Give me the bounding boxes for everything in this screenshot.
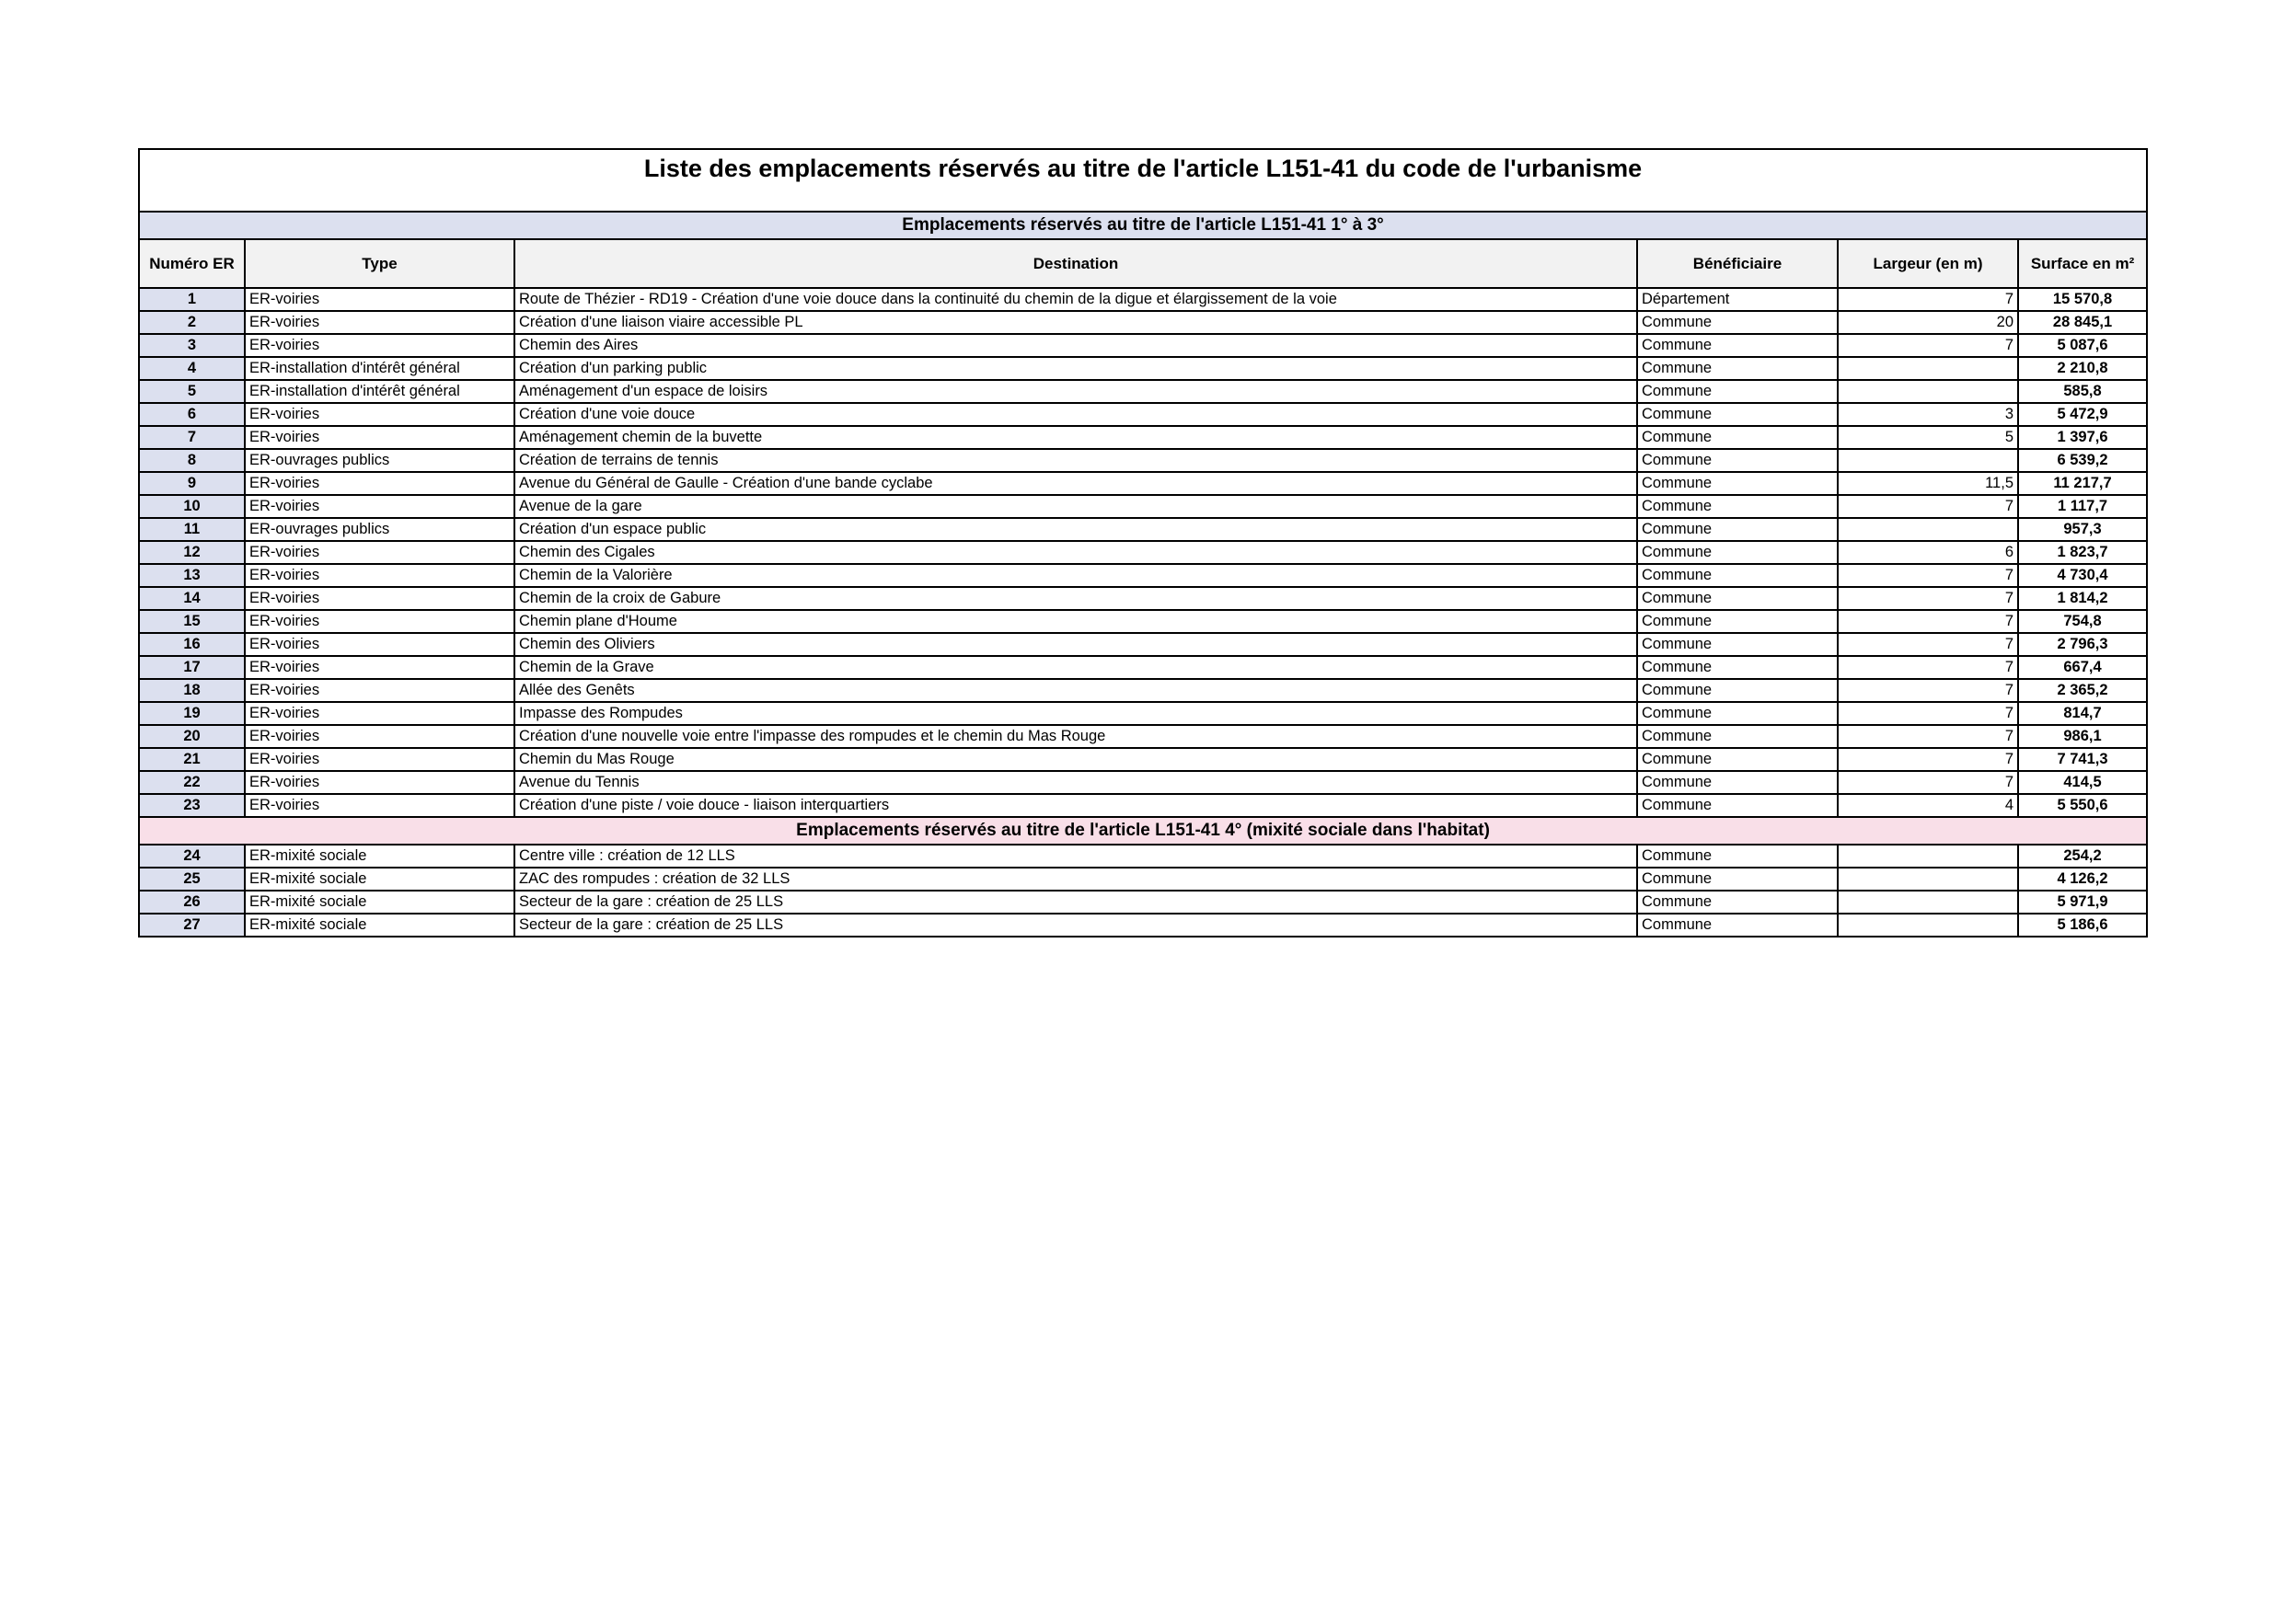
cell-beneficiaire: Commune xyxy=(1637,311,1838,334)
cell-type: ER-voiries xyxy=(245,702,514,725)
column-header-surface: Surface en m² xyxy=(2018,239,2147,288)
table-row xyxy=(139,794,2147,817)
table-row xyxy=(139,845,2147,868)
cell-destination: Création d'une nouvelle voie entre l'impasse des rompudes et le chemin du Mas Rouge xyxy=(514,725,1637,748)
cell-type: ER-mixité sociale xyxy=(245,868,514,891)
cell-numero: 26 xyxy=(139,891,245,914)
cell-beneficiaire: Commune xyxy=(1637,914,1838,937)
cell-beneficiaire: Commune xyxy=(1637,587,1838,610)
cell-numero: 8 xyxy=(139,449,245,472)
cell-beneficiaire: Commune xyxy=(1637,610,1838,633)
table-row xyxy=(139,541,2147,564)
cell-numero: 3 xyxy=(139,334,245,357)
table-row xyxy=(139,311,2147,334)
column-header-beneficiaire: Bénéficiaire xyxy=(1637,239,1838,288)
cell-surface: 585,8 xyxy=(2018,380,2147,403)
column-header-numero: Numéro ER xyxy=(139,239,245,288)
cell-beneficiaire: Commune xyxy=(1637,495,1838,518)
table-title-row xyxy=(139,149,2147,212)
cell-surface: 754,8 xyxy=(2018,610,2147,633)
cell-destination: Aménagement d'un espace de loisirs xyxy=(514,380,1637,403)
cell-numero: 24 xyxy=(139,845,245,868)
table-row xyxy=(139,702,2147,725)
cell-beneficiaire: Commune xyxy=(1637,564,1838,587)
cell-numero: 23 xyxy=(139,794,245,817)
cell-numero: 27 xyxy=(139,914,245,937)
cell-surface: 5 472,9 xyxy=(2018,403,2147,426)
cell-beneficiaire: Commune xyxy=(1637,449,1838,472)
cell-type: ER-voiries xyxy=(245,426,514,449)
cell-numero: 1 xyxy=(139,288,245,311)
cell-numero: 12 xyxy=(139,541,245,564)
cell-beneficiaire: Commune xyxy=(1637,656,1838,679)
cell-type: ER-voiries xyxy=(245,288,514,311)
cell-type: ER-voiries xyxy=(245,472,514,495)
cell-surface: 4 126,2 xyxy=(2018,868,2147,891)
cell-destination: Chemin de la Valorière xyxy=(514,564,1637,587)
cell-surface: 5 087,6 xyxy=(2018,334,2147,357)
cell-largeur xyxy=(1838,891,2018,914)
cell-numero: 18 xyxy=(139,679,245,702)
column-header-type: Type xyxy=(245,239,514,288)
cell-destination: Secteur de la gare : création de 25 LLS xyxy=(514,891,1637,914)
cell-largeur: 20 xyxy=(1838,311,2018,334)
cell-numero: 16 xyxy=(139,633,245,656)
cell-destination: Aménagement chemin de la buvette xyxy=(514,426,1637,449)
cell-surface: 1 117,7 xyxy=(2018,495,2147,518)
table-row xyxy=(139,868,2147,891)
table-row xyxy=(139,449,2147,472)
table-row xyxy=(139,587,2147,610)
cell-numero: 14 xyxy=(139,587,245,610)
cell-destination: Création de terrains de tennis xyxy=(514,449,1637,472)
cell-largeur: 7 xyxy=(1838,725,2018,748)
cell-largeur: 5 xyxy=(1838,426,2018,449)
cell-surface: 4 730,4 xyxy=(2018,564,2147,587)
cell-largeur: 7 xyxy=(1838,288,2018,311)
cell-type: ER-voiries xyxy=(245,311,514,334)
cell-surface: 6 539,2 xyxy=(2018,449,2147,472)
cell-largeur: 4 xyxy=(1838,794,2018,817)
cell-beneficiaire: Département xyxy=(1637,288,1838,311)
cell-destination: Chemin plane d'Houme xyxy=(514,610,1637,633)
column-header-largeur: Largeur (en m) xyxy=(1838,239,2018,288)
cell-largeur xyxy=(1838,357,2018,380)
cell-numero: 6 xyxy=(139,403,245,426)
cell-numero: 25 xyxy=(139,868,245,891)
cell-destination: Chemin des Cigales xyxy=(514,541,1637,564)
cell-largeur: 7 xyxy=(1838,702,2018,725)
cell-destination: Avenue du Tennis xyxy=(514,771,1637,794)
cell-surface: 2 365,2 xyxy=(2018,679,2147,702)
cell-numero: 10 xyxy=(139,495,245,518)
table-row xyxy=(139,771,2147,794)
table-row xyxy=(139,725,2147,748)
cell-surface: 986,1 xyxy=(2018,725,2147,748)
cell-surface: 11 217,7 xyxy=(2018,472,2147,495)
cell-largeur xyxy=(1838,380,2018,403)
cell-type: ER-voiries xyxy=(245,587,514,610)
cell-largeur: 6 xyxy=(1838,541,2018,564)
cell-type: ER-installation d'intérêt général xyxy=(245,380,514,403)
cell-destination: Avenue du Général de Gaulle - Création d'une bande cyclabe xyxy=(514,472,1637,495)
table-row xyxy=(139,288,2147,311)
table-row xyxy=(139,472,2147,495)
column-header-destination: Destination xyxy=(514,239,1637,288)
cell-destination: Centre ville : création de 12 LLS xyxy=(514,845,1637,868)
table-row xyxy=(139,610,2147,633)
cell-beneficiaire: Commune xyxy=(1637,868,1838,891)
cell-surface: 7 741,3 xyxy=(2018,748,2147,771)
table-row xyxy=(139,403,2147,426)
cell-type: ER-voiries xyxy=(245,403,514,426)
cell-surface: 28 845,1 xyxy=(2018,311,2147,334)
table-row xyxy=(139,748,2147,771)
cell-largeur: 7 xyxy=(1838,748,2018,771)
cell-numero: 13 xyxy=(139,564,245,587)
cell-type: ER-voiries xyxy=(245,564,514,587)
cell-type: ER-installation d'intérêt général xyxy=(245,357,514,380)
cell-numero: 21 xyxy=(139,748,245,771)
cell-surface: 15 570,8 xyxy=(2018,288,2147,311)
cell-numero: 17 xyxy=(139,656,245,679)
cell-largeur: 7 xyxy=(1838,610,2018,633)
table-row xyxy=(139,633,2147,656)
cell-type: ER-voiries xyxy=(245,771,514,794)
section-2-title: Emplacements réservés au titre de l'article L151-41 4° (mixité sociale dans l'habitat) xyxy=(139,817,2147,845)
cell-type: ER-voiries xyxy=(245,610,514,633)
cell-largeur: 7 xyxy=(1838,679,2018,702)
cell-destination: Création d'une liaison viaire accessible PL xyxy=(514,311,1637,334)
cell-largeur: 7 xyxy=(1838,656,2018,679)
cell-beneficiaire: Commune xyxy=(1637,518,1838,541)
cell-surface: 957,3 xyxy=(2018,518,2147,541)
cell-type: ER-voiries xyxy=(245,633,514,656)
cell-destination: Impasse des Rompudes xyxy=(514,702,1637,725)
table-row xyxy=(139,334,2147,357)
cell-type: ER-voiries xyxy=(245,656,514,679)
cell-destination: Création d'une piste / voie douce - liaison interquartiers xyxy=(514,794,1637,817)
cell-type: ER-mixité sociale xyxy=(245,914,514,937)
cell-largeur: 7 xyxy=(1838,587,2018,610)
cell-beneficiaire: Commune xyxy=(1637,357,1838,380)
cell-surface: 1 397,6 xyxy=(2018,426,2147,449)
cell-beneficiaire: Commune xyxy=(1637,541,1838,564)
cell-beneficiaire: Commune xyxy=(1637,426,1838,449)
cell-largeur: 7 xyxy=(1838,633,2018,656)
cell-largeur xyxy=(1838,845,2018,868)
cell-surface: 667,4 xyxy=(2018,656,2147,679)
cell-numero: 22 xyxy=(139,771,245,794)
cell-beneficiaire: Commune xyxy=(1637,472,1838,495)
cell-destination: Chemin du Mas Rouge xyxy=(514,748,1637,771)
cell-largeur: 11,5 xyxy=(1838,472,2018,495)
cell-destination: Chemin des Aires xyxy=(514,334,1637,357)
reserved-locations-sheet xyxy=(138,148,2146,938)
cell-type: ER-mixité sociale xyxy=(245,891,514,914)
cell-largeur: 7 xyxy=(1838,771,2018,794)
cell-surface: 5 550,6 xyxy=(2018,794,2147,817)
cell-destination: Chemin des Oliviers xyxy=(514,633,1637,656)
cell-surface: 1 814,2 xyxy=(2018,587,2147,610)
section-header-row xyxy=(139,817,2147,845)
cell-destination: Secteur de la gare : création de 25 LLS xyxy=(514,914,1637,937)
cell-type: ER-voiries xyxy=(245,541,514,564)
cell-type: ER-voiries xyxy=(245,748,514,771)
table-row xyxy=(139,495,2147,518)
cell-beneficiaire: Commune xyxy=(1637,891,1838,914)
cell-beneficiaire: Commune xyxy=(1637,725,1838,748)
cell-numero: 20 xyxy=(139,725,245,748)
cell-type: ER-ouvrages publics xyxy=(245,518,514,541)
table-row xyxy=(139,564,2147,587)
cell-numero: 19 xyxy=(139,702,245,725)
cell-type: ER-voiries xyxy=(245,679,514,702)
cell-type: ER-voiries xyxy=(245,794,514,817)
cell-surface: 414,5 xyxy=(2018,771,2147,794)
cell-surface: 2 210,8 xyxy=(2018,357,2147,380)
cell-beneficiaire: Commune xyxy=(1637,794,1838,817)
table-row xyxy=(139,656,2147,679)
cell-beneficiaire: Commune xyxy=(1637,702,1838,725)
cell-destination: Avenue de la gare xyxy=(514,495,1637,518)
cell-beneficiaire: Commune xyxy=(1637,845,1838,868)
cell-largeur xyxy=(1838,518,2018,541)
table-row xyxy=(139,891,2147,914)
cell-destination: Création d'un parking public xyxy=(514,357,1637,380)
cell-numero: 7 xyxy=(139,426,245,449)
cell-numero: 9 xyxy=(139,472,245,495)
column-header-row xyxy=(139,239,2147,288)
cell-beneficiaire: Commune xyxy=(1637,748,1838,771)
cell-beneficiaire: Commune xyxy=(1637,380,1838,403)
cell-destination: Création d'une voie douce xyxy=(514,403,1637,426)
table-title: Liste des emplacements réservés au titre de l'article L151-41 du code de l'urbanisme xyxy=(139,149,2147,212)
cell-surface: 1 823,7 xyxy=(2018,541,2147,564)
cell-type: ER-mixité sociale xyxy=(245,845,514,868)
cell-largeur: 7 xyxy=(1838,334,2018,357)
cell-surface: 254,2 xyxy=(2018,845,2147,868)
section-header-row xyxy=(139,212,2147,239)
cell-surface: 814,7 xyxy=(2018,702,2147,725)
cell-type: ER-voiries xyxy=(245,495,514,518)
cell-beneficiaire: Commune xyxy=(1637,403,1838,426)
cell-largeur xyxy=(1838,449,2018,472)
table-row xyxy=(139,380,2147,403)
cell-destination: Création d'un espace public xyxy=(514,518,1637,541)
cell-destination: Route de Thézier - RD19 - Création d'une voie douce dans la continuité du chemin de la digue et élargissement de la voie xyxy=(514,288,1637,311)
cell-numero: 11 xyxy=(139,518,245,541)
table-row xyxy=(139,518,2147,541)
cell-type: ER-voiries xyxy=(245,725,514,748)
cell-beneficiaire: Commune xyxy=(1637,771,1838,794)
table-row xyxy=(139,914,2147,937)
cell-numero: 5 xyxy=(139,380,245,403)
cell-destination: Allée des Genêts xyxy=(514,679,1637,702)
cell-type: ER-voiries xyxy=(245,334,514,357)
cell-surface: 2 796,3 xyxy=(2018,633,2147,656)
cell-numero: 15 xyxy=(139,610,245,633)
cell-largeur xyxy=(1838,868,2018,891)
cell-largeur: 7 xyxy=(1838,564,2018,587)
cell-destination: ZAC des rompudes : création de 32 LLS xyxy=(514,868,1637,891)
reserved-locations-table xyxy=(138,148,2148,938)
cell-surface: 5 971,9 xyxy=(2018,891,2147,914)
cell-largeur: 7 xyxy=(1838,495,2018,518)
cell-numero: 2 xyxy=(139,311,245,334)
table-row xyxy=(139,357,2147,380)
cell-destination: Chemin de la Grave xyxy=(514,656,1637,679)
cell-largeur: 3 xyxy=(1838,403,2018,426)
section-1-title: Emplacements réservés au titre de l'article L151-41 1° à 3° xyxy=(139,212,2147,239)
cell-destination: Chemin de la croix de Gabure xyxy=(514,587,1637,610)
table-row xyxy=(139,426,2147,449)
cell-beneficiaire: Commune xyxy=(1637,679,1838,702)
cell-beneficiaire: Commune xyxy=(1637,633,1838,656)
cell-type: ER-ouvrages publics xyxy=(245,449,514,472)
table-row xyxy=(139,679,2147,702)
cell-surface: 5 186,6 xyxy=(2018,914,2147,937)
cell-largeur xyxy=(1838,914,2018,937)
cell-beneficiaire: Commune xyxy=(1637,334,1838,357)
cell-numero: 4 xyxy=(139,357,245,380)
